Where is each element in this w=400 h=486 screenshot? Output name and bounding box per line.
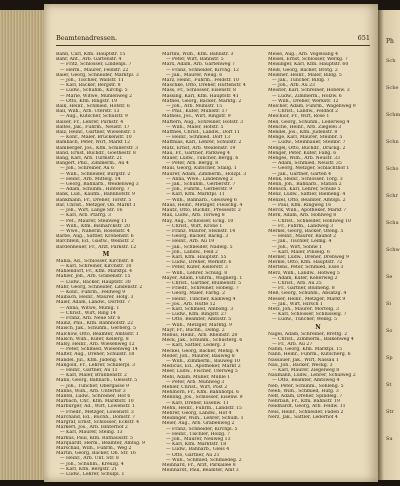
directory-entry: Malsy, Heinr., Arb. Wiesenweg 12 <box>56 341 135 347</box>
directory-entry: Mebus, Heinr., Arb. Rheinstr. 20 <box>162 332 238 338</box>
directory-entry: Malchow, Otto, Beamter, Amtsstr. 1 <box>56 331 139 337</box>
directory-entry: — Ludw., Zimmerm., Holzw. 6 <box>272 93 342 99</box>
directory-entry: — Ludw., Bahnarb., Gleis 4 <box>166 447 230 453</box>
directory-entry: Maisch, Jak., Schuhm., Gerberg. 5 <box>56 326 137 332</box>
directory-entry: Neeb, Wilh., Schmied, Hufg. 3 <box>268 388 339 394</box>
next-page-line: Si <box>386 301 392 307</box>
directory-entry: — Wilh., Metzger, Marktg. 9 <box>166 322 232 328</box>
directory-entry: — Jak., Schneider, Nadelg. 5 <box>166 244 233 250</box>
directory-entry: Meidinger, Wilh., Lehrer, Schulh. 1 <box>162 416 244 422</box>
directory-entry: Nehrbaß, Fr., Kfm. Bahnstr. 19 <box>268 399 340 405</box>
directory-entry: — Georg, Maler, Farbg. 2 <box>166 291 226 297</box>
directory-entry: — Paul, Kfm. Ringweg 16 <box>272 202 332 208</box>
directory-entry: — Heinr., Tüncher, Kalkweg 4 <box>166 296 236 302</box>
directory-entry: — Anna, Witwe, Mühlg. 1 <box>60 305 120 311</box>
directory-entry: — Joh., Schuhm., Kreuzg. 4 <box>60 461 124 467</box>
next-page-sliver <box>378 10 400 480</box>
directory-entry: Mainz, Phil., Kfm. Bahnhofstr. 22 <box>56 321 134 327</box>
directory-entry: Neidhardt, Georg, Arb. Feldw. 11 <box>268 404 346 410</box>
directory-entry: Merkle, Otto, Kfm. Hauptstr. 72 <box>268 260 343 266</box>
directory-entry: Balk, Heinr., Schmied, Hofstr. 6 <box>56 104 130 110</box>
directory-entry: — Adam, Küfer, Kellerweg 2 <box>272 275 338 281</box>
directory-entry: Bankmann, Fr., Dreher, Torstr. 5 <box>56 197 132 203</box>
directory-entry: Manns, Wilh., Arb. Untertor 3 <box>56 388 126 394</box>
directory-entry: Bamberger, Jos., Kfm. Schillerstr. 3 <box>56 145 139 151</box>
next-page-line: Sch <box>386 58 396 64</box>
directory-entry: — Franz, Schneider, Kirchg. 12 <box>166 67 239 73</box>
directory-entry: Mangold, Fr., Lehrer, Schillerpl. 3 <box>56 362 136 368</box>
directory-entry: Band, Ernst, Buchdr., Goethestr. 8 <box>56 150 136 156</box>
directory-entry: — Joh., Arb. Au 23 <box>272 83 315 89</box>
directory-entry: Max, Ludw., Arb. Torweg 8 <box>162 213 225 219</box>
directory-entry: Melchior, Fr., Wirt, Rose 1 <box>268 114 330 120</box>
directory-entry: — Friedr., Metzger, Löwenstr. 3 <box>60 409 134 415</box>
directory-entry: — Karl, Schlosser, Schlüsselg. 7 <box>272 312 347 318</box>
directory-entry: Nann, Heinr., Fuhrm., Kutscherg. 6 <box>268 352 351 358</box>
directory-entry: Matheis, Jos., Wirt, Ringstr. 9 <box>162 114 231 120</box>
directory-entry: — Wilh., Schneider, Burgstr. 2 <box>60 171 131 177</box>
directory-entry: Marschall, Wilh., Fuhrm., Weg 2 <box>56 446 132 452</box>
next-page-line: St <box>386 382 392 388</box>
directory-entry: Mauer, Ludw., Tüncher, Bergg. 6 <box>162 156 239 162</box>
directory-entry: — Karl, Arb. Pfarrg. 3 <box>60 213 111 219</box>
directory-entry: — Ludw., Lehrer, Schulpl. 1 <box>60 472 125 476</box>
directory-entry: Maurer, Adam, Zimmerm., Holzpl. 3 <box>162 171 247 177</box>
directory-entry: Bahn, Carl, Kfm. Hauptstr. 15 <box>56 52 126 57</box>
directory-entry: — Otto, Kfm. Ringstr. 19 <box>60 98 118 104</box>
header-rule <box>56 45 370 46</box>
directory-entry: Mell, Georg, Schuhm., Lederweg 4 <box>268 119 350 125</box>
next-page-line: Su <box>386 436 393 442</box>
directory-entry: — Christ., Wirt, Ring 14 <box>60 310 116 316</box>
next-page-line: Sche <box>386 85 399 91</box>
directory-entry: Martin, Georg, Bäcker, Ob. Str. 16 <box>56 451 136 457</box>
directory-entry: Mendel, Jos., Kfm. Judenstr. 8 <box>268 130 338 136</box>
directory-entry: Mann, Georg, Bahnarb., Gleisstr. 5 <box>56 378 138 384</box>
directory-entry: Bardenheuer, Fr., Arzt, Parkstr. 12 <box>56 244 137 250</box>
directory-entry: — Karl, Dreher, Eisenw. 11 <box>166 400 229 406</box>
directory-entry: Barbe, Aug., Sattler, Kronenstr. 6 <box>56 234 134 240</box>
directory-entry: Maier, Adam, Landw., Dorfstr. 7 <box>56 300 131 306</box>
directory-entry: Menge, Karl, Maurer, Steinbr. 5 <box>268 135 343 141</box>
directory-entry: Mehn, Heinr., Fuhrm., Landstr. 15 <box>162 405 242 411</box>
directory-entry: Metz, Joh., Maurer, Mörtelg. 3 <box>268 306 339 312</box>
directory-entry: Barchfeld, Ed., Gastw., Weinstr. 2 <box>56 239 134 245</box>
directory-entry: — Joh., Wirt, Sonne 1 <box>272 244 323 250</box>
directory-entry: Baier, Georg, Schneider, Marktpl. 3 <box>56 72 139 78</box>
directory-entry: Mandel, Jul., Kfm. Judeng. 4 <box>56 357 122 363</box>
directory-entry: — Joh., Maurer, Neuweg 13 <box>166 437 231 443</box>
directory-entry: Mathes, Georg, Bäcker, Marktg. 2 <box>162 98 242 104</box>
directory-entry: Mattern, Aug., Schreiner, Hofstr. 3 <box>162 119 244 125</box>
directory-entry: Maschke, Otto, Dreher, Hüttenstr. 4 <box>162 83 246 89</box>
directory-entry: Matthes, Christ., Landw., Dorf 11 <box>162 130 240 136</box>
directory-entry: — Jak., Maurer, Neug. 6 <box>166 72 223 78</box>
directory-entry: — Anna, Wwe., Lindenweg 2 <box>166 176 233 182</box>
directory-entry: Menges, Wilh., Arb. Neustr. 33 <box>268 156 340 162</box>
directory-entry: — Ludw., Dreher, Werkstr. 6 <box>166 260 232 266</box>
section-letter: M <box>102 250 110 258</box>
directory-entry: Menn, Joh., Bahnarb., Station 2 <box>268 182 342 188</box>
directory-entry: — Ludw., Steinhauer, Steinbr. 7 <box>272 140 346 146</box>
directory-entry: Marburger, Ad., Wirt, Löwenstr. 1 <box>56 404 135 410</box>
directory-entry: Bahr, Ant., Arb. Gartenstr. 4 <box>56 57 122 63</box>
directory-entry: — Wilh., Lehrer, Schulg. 8 <box>166 270 228 276</box>
directory-entry: — Heinr., Arb. Unt. Str. 8 <box>60 456 119 462</box>
directory-entry: Nerz, Jak., Sattler, Lederhof 4 <box>268 414 338 420</box>
directory-entry: — Karl, Sattler, Lederg. 3 <box>166 343 226 349</box>
next-page-line: Schm <box>386 112 400 118</box>
directory-entry: Messer, Heinr., Metzger, Markt 9 <box>268 296 346 302</box>
page-header <box>56 34 370 44</box>
directory-entry: Mahr, Georg, Schneider, Lindenstr. 2 <box>56 284 143 290</box>
column-middle <box>162 52 262 476</box>
directory-entry: — Herm., Maurer, Feldstr. 22 <box>60 67 129 73</box>
directory-entry: — Konr., Maler, Brückenstr. 10 <box>60 135 132 141</box>
directory-entry: — Franz, Maurer, Steinstr. 14 <box>166 228 236 234</box>
next-page-line: Sp <box>386 355 393 361</box>
directory-entry: Nassauer, Jak., Wirt, Nassau 1 <box>268 357 339 363</box>
directory-entry: Menger, Peter, Küfer, Faßg. 6 <box>268 150 337 156</box>
directory-entry: Mensch, Karl, Lehrer, Schule 5 <box>268 187 341 193</box>
directory-entry: — Peter, Schmied, Wiesenweg 14 <box>60 347 138 353</box>
directory-entry: Meinhardt, Paul, Beamter, Amt 3 <box>162 468 239 474</box>
directory-entry: — Otto, Gärtner, Au 21 <box>166 452 220 458</box>
directory-entry: Bank, Lud., Kaufm., Bahnhofstr. 9 <box>56 192 135 198</box>
directory-entry: Meiß, Georg, Bäcker, Brotg. 2 <box>268 67 338 73</box>
section-letter: N <box>315 323 321 331</box>
directory-entry: Medicus, Ed., Apotheker, Markt 2 <box>162 364 241 370</box>
directory-entry: — Adam, Schmied, Neustr. 35 <box>272 161 342 167</box>
directory-entry: — Jos., Arb. Hütte 12 <box>166 301 216 307</box>
directory-entry: Marx, Adam, Arb. Gartenweg 7 <box>162 62 235 68</box>
next-page-header: Ph <box>386 38 394 45</box>
directory-entry: — Karl, Maler, Brunnenstr. 2 <box>60 373 127 379</box>
next-page-line: Schn <box>386 139 399 145</box>
directory-entry: — Wilh., Dreher, Werkstr. 12 <box>272 98 339 104</box>
directory-entry: Naumann, Ludw., Lehrer, Schulweg 2 <box>268 373 356 379</box>
directory-entry: Meder, Joh., Maurer, Bauweg 8 <box>162 353 235 359</box>
directory-entry: — Wilh., Zimmerm., Bauweg 10 <box>166 358 240 364</box>
directory-entry: Bang, Karl, Arb. Turmstr. 21 <box>56 156 123 162</box>
directory-entry: Melcher, Adam, Fuhrm., Wagenweg 9 <box>268 104 356 110</box>
directory-entry: — Heinr., Maurer, Bauhof 2 <box>272 234 337 240</box>
directory-entry: Bär, Christ., Metzger, Ob. Markt 1 <box>56 202 136 208</box>
directory-entry: — Peter, Küfer, Kellerstr. 3 <box>166 265 228 271</box>
directory-entry: Bangert, Phil., Zimmerm., Au 4 <box>56 161 129 167</box>
directory-entry: — Aug., Kutscher, Schulstr. 9 <box>60 114 128 120</box>
directory-entry: — Karl, Maurer, Ziegelweg 8 <box>272 367 340 373</box>
directory-entry: Meisel, Ernst, Schlosser, Werkg. 7 <box>268 57 348 63</box>
directory-entry: Neb, Peter, Schuhm., Sohleng. 5 <box>268 383 344 389</box>
directory-entry: — Phil., Küfer, Mühlstr. 17 <box>166 109 228 115</box>
directory-entry: — Wilh., Bahnarb., Gleisweg 6 <box>166 197 237 203</box>
directory-entry: Mayer, Adam, Fuhrm., Wagnerg. 1 <box>162 275 243 281</box>
page-edges <box>0 10 45 480</box>
directory-entry: May, Aug., Schlosser, Eckg. 10 <box>162 218 234 224</box>
directory-entry: — Fr., Arb. Au 27 <box>272 341 313 347</box>
directory-entry: Mehling, Jos., Schlosser, Eisenw. 9 <box>162 395 243 401</box>
directory-entry: — Christ., Zimmerm., Balkenweg 4 <box>272 336 354 342</box>
running-title: Beamtenadressen. <box>56 34 118 42</box>
directory-entry: Marquardt, Herm., Beamter, Amtsg. 9 <box>56 440 145 446</box>
directory-entry: — Joh., Wirt, Lange Str. 16 <box>60 208 123 214</box>
directory-entry: Maus, Heinr., Metzger, Fleischg. 4 <box>162 202 243 208</box>
directory-entry: — Karl, Maler, Pinselg. 6 <box>272 249 330 255</box>
directory-entry: Mehrer, Georg, Landw., Hof 4 <box>162 411 232 417</box>
directory-entry: Menzel, Otto, Beamter, Amtspl. 2 <box>268 197 346 203</box>
directory-entry: — Karl, Bäcker, Bergstr. 8 <box>60 83 121 89</box>
directory-entry: Malter, Aug., Dreher, Schulstr. 18 <box>56 352 135 358</box>
directory-entry: Marz, Heinr., Fuhrm., Feldstr. 10 <box>162 78 239 84</box>
directory-entry: Markus, Paul, Kfm. Rathausstr. 5 <box>56 435 133 441</box>
directory-entry: Meister, Karl, Schreiner, Hobelw. 3 <box>268 88 350 94</box>
directory-entry: Matthias, Karl, Lehrer, Schulstr. 2 <box>162 140 242 146</box>
directory-entry: Mass, Fr., Schlosser, Eisenstr. 8 <box>162 88 236 94</box>
directory-entry: — Wilh., Schmied, Schmiedeg. 2 <box>166 457 242 463</box>
directory-entry: Menche, Heinr., Arb. Ziegelei 3 <box>268 124 342 130</box>
directory-entry: — Joh., Fuhrm., Gerberstr. 9 <box>166 187 233 193</box>
directory-entry: — Konr., Fuhrm., Feldweg 9 <box>60 289 126 295</box>
directory-entry: Meinhard, Fr., Arzt, Parkallee 8 <box>162 463 236 469</box>
directory-entry: — Wwe., Näherin, Rosenstr. 4 <box>60 228 130 234</box>
directory-entry: Mautz, Otto, Buchdr., Pressestr. 2 <box>162 208 241 214</box>
directory-entry: — Friedr., Schreiner, Hobelg. 7 <box>166 286 239 292</box>
directory-entry: — Otto, Beamter, Amtsstr. 5 <box>166 317 232 323</box>
directory-entry: — Peter, Wirt, Bahnstr. 5 <box>166 57 224 63</box>
directory-entry: Mahla, Ad., Schlosser, Kirchstr. 8 <box>56 258 134 264</box>
directory-entry: — Karl, Kfm. Hauptstr. 55 <box>166 254 227 260</box>
directory-entry: — Karl, Kfm. Marktstr. 18 <box>166 442 227 448</box>
directory-entry: — Wilh., Kfm. Bismarckstr. 20 <box>60 223 130 229</box>
directory-entry: Mayr, Fr., Buchh., Domg. 2 <box>162 327 225 333</box>
directory-entry: Merker, Ludw., Dreher, Drehweg 9 <box>268 254 349 260</box>
directory-entry: Mantel, Ludw., Schreiner, Hof 6 <box>56 394 131 399</box>
directory-entry: — Karl, Kfm. Marktpl. 11 <box>166 192 225 198</box>
directory-entry: Merkel, Georg, Bäcker, Ofeng. 5 <box>268 228 344 234</box>
directory-entry: Meß, Georg, Schuhm., Absatzg. 4 <box>268 291 347 297</box>
next-page-line: Schr <box>386 193 398 199</box>
directory-entry: Marchand, Ed., Buchh., Domstr. 7 <box>56 414 136 420</box>
directory-entry: Mertens, Peter, Schmied, Esse 3 <box>268 265 344 271</box>
directory-entry: — Joh., Tischler, Wallstr. 11 <box>60 78 124 84</box>
directory-entry: Meer, Ludw., Fischer, Uferweg 5 <box>162 369 238 375</box>
directory-entry: — Joh., Arb. Mühlstr. 15 <box>166 104 223 110</box>
directory-entry: Meier, Aug., Arb. Grabenweg 2 <box>162 421 235 427</box>
directory-entry: — Georg, Metzger, Schlachthof 1 <box>272 166 350 172</box>
directory-entry: — Ludw., Kfm. Ringstr. 27 <box>166 312 227 318</box>
directory-entry: Margraf, Ernst, Schlosser, Eckstr. 4 <box>56 420 140 426</box>
directory-entry: — Peter, Arb. Bergg. 8 <box>166 161 219 167</box>
directory-entry: — Pet., Maurer, Steinweg 11 <box>60 218 127 224</box>
directory-entry: — Franz, Arb. Neue Str. 6 <box>60 315 121 321</box>
directory-entry: — Jak., Tüncher, Bildg. 7 <box>272 78 330 84</box>
directory-entry: — Fr., Gärtner, Blumeng. 8 <box>272 286 335 292</box>
directory-entry: Merk, Adam, Arb. Hohlweg 8 <box>268 213 337 219</box>
directory-entry: Meck, Jak., Schuhm., Schusterg. 6 <box>162 338 243 344</box>
directory-entry: — Marie, Witwe, Mühlenweg 2 <box>60 93 133 99</box>
directory-entry: Meisinger, Karl, Kfm. Hauptstr. 60 <box>268 62 349 68</box>
directory-entry: Ball, Wilh., Arb. Uferstr. 13 <box>56 109 120 115</box>
directory-entry: — Wilh., Maler, Hofstr. 5 <box>166 124 224 130</box>
directory-entry: — Jak., Tischler, Leimg. 4 <box>272 239 332 245</box>
directory-entry: — Heinr., Arb. Au 19 <box>166 239 215 245</box>
directory-entry: Meise, Aug., Arb. Vogelsang 4 <box>268 52 339 57</box>
directory-entry: Balser, Fr., Lehrer, Parkstr. 4 <box>56 119 124 125</box>
directory-entry: Meißner, Heinr., Maler, Bildg. 5 <box>268 72 342 78</box>
directory-entry: — Ludw., Bäcker, Hauptstr. 30 <box>60 279 131 285</box>
directory-entry: Nau, Joh., Bäcker, Weckg. 3 <box>268 362 333 368</box>
directory-entry: — Jak., Gärtner, Garten 4 <box>272 171 332 177</box>
directory-entry: — Christ., Wirt, Krone 1 <box>166 223 223 229</box>
directory-entry: — Adam, Schuhm., Hinterg. 7 <box>60 187 130 193</box>
directory-entry: Mahlendorf, Fr., Kfm. Marktpl. 4 <box>56 269 133 275</box>
directory-entry: Baltes, Jak., Fuhrm., Neustr. 17 <box>56 124 130 130</box>
directory-entry: — Franz, Schneider, Kirchpl. 5 <box>166 426 238 432</box>
directory-entry: — Joh., Tüncher, Obergasse 9 <box>60 383 129 389</box>
column-left <box>56 52 156 476</box>
directory-entry: — Joh., Landw., Feld 2 <box>166 249 218 255</box>
directory-entry: Menz, Ludw., Sattler, Riemeng. 4 <box>268 192 346 198</box>
directory-entry: — Heinr., Schmied, Dorf 13 <box>166 135 231 141</box>
next-page-line: Schu <box>386 220 399 226</box>
directory-entry: — Otto, Beamter, Amtsweg 4 <box>272 378 340 384</box>
next-page-line: Str <box>386 409 394 415</box>
directory-entry: Maul, Georg, Kutscher, Stallg. 1 <box>162 166 237 172</box>
directory-entry: — Christ., Gärtner, Blumenstr. 5 <box>166 280 242 286</box>
directory-entry: Martini, Wilh., Kfm. Bahnstr. 3 <box>162 52 234 57</box>
directory-entry: Marbach, Chr., Kfm. Marktstr. 10 <box>56 399 134 405</box>
directory-entry: Massing, Karl, Kfm. Hauptstr. 41 <box>162 93 239 99</box>
directory-entry: — Heinr., Tischler, Holzg. 7 <box>166 431 230 437</box>
directory-entry: Bambach, Peter, Wirt, Markt 12 <box>56 140 131 146</box>
directory-entry: — Christ., Landw., Feldhof 2 <box>272 109 339 115</box>
next-page-line: Scho <box>386 166 399 172</box>
directory-entry: — Christ., Schneider, Hohlweg 10 <box>272 218 351 224</box>
directory-entry: Markert, Jos., Arb. Hinterhof 2 <box>56 425 128 431</box>
directory-entry: Mahler, Joh., Arb. Grabenstr. 15 <box>56 274 131 280</box>
directory-entry: — Karl, Maurer, Steing. 13 <box>60 430 123 436</box>
directory-entry: Neis, Heinr., Schneider, Faden 2 <box>268 409 344 415</box>
directory-entry: — Georg, Bahnarb., Weidenweg 3 <box>60 182 139 188</box>
directory-page <box>44 4 378 482</box>
directory-entry: — Georg, Bäcker, Backg. 3 <box>166 234 229 240</box>
directory-entry: Menk, Heinr., Schlosser, Torg. 3 <box>268 176 343 182</box>
directory-entry: Merz, Wilh., Landw., Hofweg 5 <box>268 270 340 276</box>
directory-entry: Maibach, Heinr., Maurer, Hofg. 3 <box>56 295 134 301</box>
directory-entry: — Karl, Schmied, Amboßg. 3 <box>166 306 234 312</box>
directory-entry: — Jak., Schuhm., Gerberstr. 7 <box>166 182 236 188</box>
next-page-line: So <box>386 328 393 334</box>
next-page-line: Se <box>386 274 393 280</box>
directory-entry: — Karl, Kfm. Bergstr. 21 <box>60 466 118 472</box>
directory-entry: — Fr., Fuhrm., Landweg 3 <box>272 223 334 229</box>
directory-entry: Mehlhorn, Fr., Kfm. Bahnhofpl. 6 <box>162 390 240 396</box>
directory-entry: Malsch, Wilh., Küfer, Kellerg. 8 <box>56 336 129 342</box>
directory-entry: Balz, Heinr., Gärtner, Wiesenstr. 1 <box>56 130 136 136</box>
directory-entry: — Joh., Schreiner, Au 6 <box>60 166 115 172</box>
directory-entry: — Ludw., Tüncher, Weißg. 5 <box>272 317 337 323</box>
column-right <box>268 52 368 476</box>
directory-entry: — Ludw., Schuhm., Kirchg. 5 <box>60 88 128 94</box>
directory-entry: — Karl, Schreiner, Kirchstr. 10 <box>60 263 132 269</box>
directory-entry: Mengel, Otto, Buchdr., Druckg. 2 <box>268 145 346 151</box>
next-page-line: Schw <box>386 247 400 253</box>
directory-entry: Nagel, Adam, Schreiner, Brettg. 2 <box>268 331 348 337</box>
page-number: 651 <box>357 34 370 42</box>
directory-entry: Neff, Adam, Dreher, Spindelg. 7 <box>268 394 343 399</box>
directory-entry: — Heinr., Arb. Mittelg. 14 <box>60 176 121 182</box>
directory-entry: — Christ., Arb. Au 25 <box>272 280 322 286</box>
directory-entry: Mehl, Adam, Müller, Mühle 1 <box>162 374 231 380</box>
directory-entry: — Fritz, Schlosser, Lindenpl. 7 <box>60 62 132 68</box>
directory-entry: Matz, Ernst, Arb. Weidenstr. 19 <box>162 145 236 151</box>
directory-entry: — Jak., Wirt, Hirsch 1 <box>272 301 323 307</box>
directory-entry: Mehler, Christ., Wirt, Post 2 <box>162 385 228 390</box>
directory-entry: Meckel, Georg, Bäcker, Mehlg. 4 <box>162 348 239 354</box>
directory-entry: Mau, Fr., Gärtner, Parkweg 4 <box>162 150 230 156</box>
directory-entry: — Heinr., Gärtner, Au 11 <box>60 367 118 373</box>
directory-entry: Nahm, Georg, Kfm. Marktpl. 15 <box>268 347 343 353</box>
directory-entry: Merck, Wilh., Apotheker, Markt 7 <box>268 208 347 214</box>
directory-entry: — Peter, Arb. Mühlweg 3 <box>166 379 225 385</box>
